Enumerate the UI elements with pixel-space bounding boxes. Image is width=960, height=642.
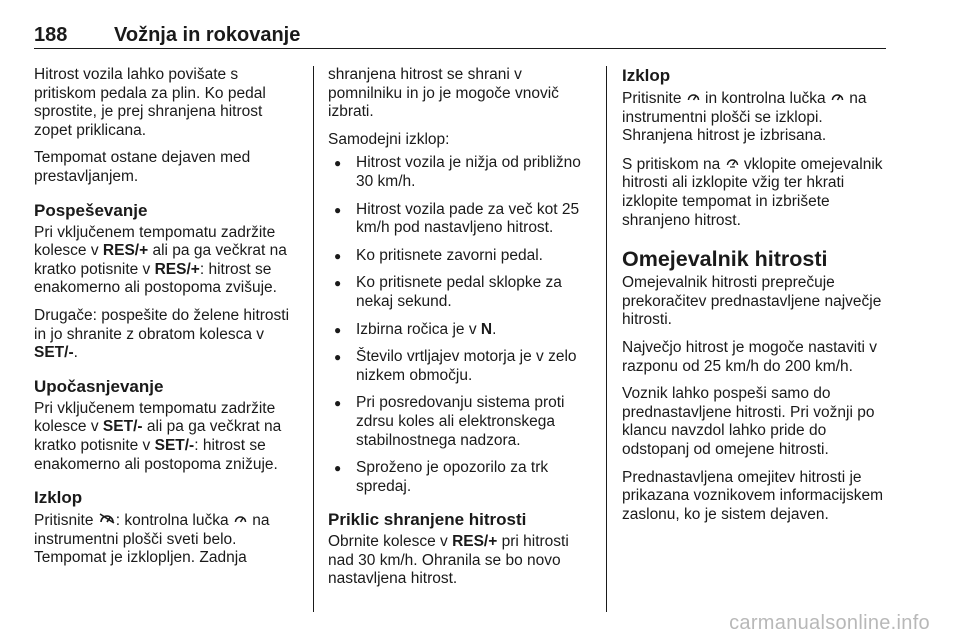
page-number: 188 xyxy=(34,24,68,46)
list-item: ● Hitrost vozila je nižja od približno 30 km/h. xyxy=(356,154,596,191)
heading-pospesevanje: Pospeševanje xyxy=(34,200,148,220)
column-divider xyxy=(606,66,607,612)
heading-priklic: Priklic shranjene hitrosti xyxy=(328,510,527,530)
watermark: carmanualsonline.info xyxy=(729,612,930,634)
cruise-control-icon xyxy=(687,89,700,108)
paragraph: Obrnite kolesce v RES/+ pri hitrosti nad 30 km/h. Ohranila se bo novo nastavljena hitrost. xyxy=(328,533,569,588)
heading-izklop: Izklop xyxy=(622,66,671,85)
list-item: ● Sproženo je opozorilo za trk spredaj. xyxy=(356,459,596,496)
cruise-control-icon xyxy=(831,89,844,108)
column-left xyxy=(34,66,304,577)
paragraph: Pri vključenem tempomatu zadržite kolesce v SET/- ali pa ga večkrat na kratko potisnite v SET/-: hitrost se enakomerno ali postopoma znižuje. xyxy=(34,399,282,473)
column-divider xyxy=(313,66,314,612)
heading-omejevalnik: Omejevalnik hitrosti xyxy=(622,247,828,272)
column-right xyxy=(622,66,888,533)
paragraph: Hitrost vozila lahko povišate s pritiskom pedala za plin. Ko pedal sprostite, je prej shranjena hitrost zopet priklicana. xyxy=(34,66,266,139)
paragraph: Pritisnite in kontrolna lučka na instrumentni plošči se izklopi. Shranjena hitrost je izbrisana. xyxy=(622,90,867,145)
list-item: ● Hitrost vozila pade za več kot 25 km/h pod nastavljeno hitrost. xyxy=(356,201,596,238)
column-middle xyxy=(328,66,596,598)
paragraph: Pritisnite : kontrolna lučka na instrumentni plošči sveti belo. Tempomat je izklopljen. Zadnja xyxy=(34,512,270,567)
auto-off-list xyxy=(328,154,596,496)
paragraph: S pritiskom na vklopite omejevalnik hitrosti ali izklopite vžig ter hkrati izklopite tempomat in izbrišete shranjeno hitrost. xyxy=(622,155,883,229)
paragraph: Voznik lahko pospeši samo do prednastavljene hitrosti. Pri vožnji po klancu navzdol lahko pride do odstopanj od omejene hitrosti. xyxy=(622,385,875,458)
paragraph: Omejevalnik hitrosti preprečuje prekoračitev prednastavljene največje hitrosti. xyxy=(622,274,882,329)
heading-izklop: Izklop xyxy=(34,488,83,508)
list-item: ● Ko pritisnete zavorni pedal. xyxy=(356,247,596,266)
paragraph: Prednastavljena omejitev hitrosti je prikazana voznikovem informacijskem zaslonu, ko je sistem dejaven. xyxy=(622,468,884,523)
chapter-title: Vožnja in rokovanje xyxy=(114,24,301,46)
page-header xyxy=(34,10,886,49)
paragraph: Pri vključenem tempomatu zadržite kolesce v RES/+ ali pa ga večkrat na kratko potisnite v RES/+: hitrost se enakomerno ali postopoma zvišuje. xyxy=(34,223,287,297)
paragraph: Drugače: pospešite do želene hitrosti in jo shranite z obratom kolesca v SET/-. xyxy=(34,306,290,362)
list-item: ● Ko pritisnete pedal sklopke za nekaj sekund. xyxy=(356,274,596,311)
cruise-cancel-icon xyxy=(99,511,115,530)
paragraph: Samodejni izklop: xyxy=(328,130,450,148)
list-item: ● Pri posredovanju sistema proti zdrsu koles ali elektronskega stabilnostnega nadzora. xyxy=(356,394,596,450)
heading-upocasnjevanje: Upočasnjevanje xyxy=(34,376,164,396)
paragraph: Največjo hitrost je mogoče nastaviti v razponu od 25 km/h do 200 km/h. xyxy=(622,338,878,375)
paragraph: shranjena hitrost se shrani v pomnilniku in jo je mogoče vnovič izbrati. xyxy=(328,66,559,121)
cruise-control-icon xyxy=(234,511,247,530)
paragraph: Tempomat ostane dejaven med prestavljanjem. xyxy=(34,149,251,185)
list-item: ● Število vrtljajev motorja je v zelo nizkem območju. xyxy=(356,348,596,385)
speed-limiter-icon xyxy=(726,155,739,174)
list-item: ● Izbirna ročica je v N. xyxy=(356,321,596,340)
